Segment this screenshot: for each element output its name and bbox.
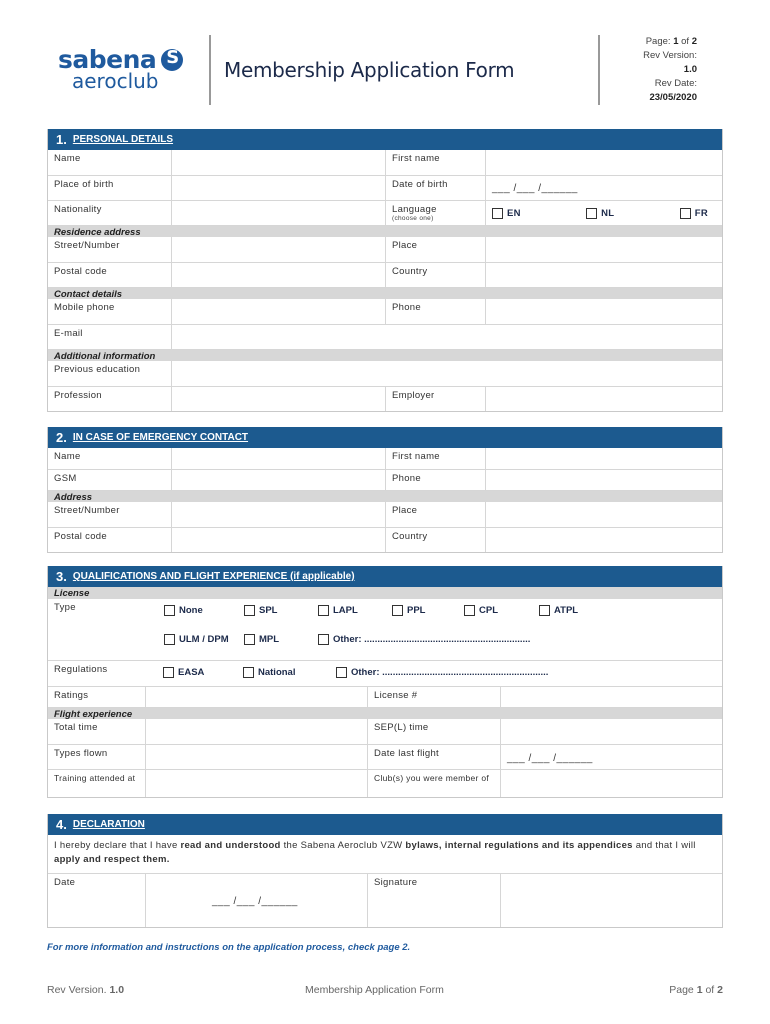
previous-education-field[interactable] <box>171 361 722 386</box>
place-label: Place <box>385 237 485 262</box>
sep-time-field[interactable] <box>500 719 722 744</box>
rev-date: 23/05/2020 <box>649 92 697 103</box>
mobile-phone-field[interactable] <box>171 299 385 324</box>
checkbox-icon <box>492 208 503 219</box>
gsm-field[interactable] <box>171 470 385 490</box>
street-field[interactable] <box>171 237 385 262</box>
checkbox-other-regulation-label: Other: ............................................................... <box>351 667 549 678</box>
checkbox-icon <box>586 208 597 219</box>
emergency-name-field[interactable] <box>171 448 385 469</box>
page-header <box>0 0 770 115</box>
checkbox-icon <box>244 605 255 616</box>
checkbox-other-license-label: Other: ............................................................... <box>333 634 531 645</box>
checkbox-icon <box>163 667 174 678</box>
checkbox-national-label: National <box>258 667 296 678</box>
emergency-name-label: Name <box>54 451 81 462</box>
ratings-field[interactable] <box>145 687 367 707</box>
checkbox-easa[interactable] <box>163 667 204 678</box>
emergency-street-label: Street/Number <box>54 505 120 516</box>
checkbox-icon <box>336 667 347 678</box>
sep-time-label: SEP(L) time <box>367 719 500 744</box>
declaration-date-field[interactable]: ___ /___ /______ <box>145 874 367 927</box>
country-field[interactable] <box>485 263 722 287</box>
section-number: 4. <box>56 817 67 832</box>
signature-label: Signature <box>367 874 500 927</box>
nationality-label: Nationality <box>54 204 102 215</box>
section-declaration <box>47 814 723 928</box>
checkbox-icon <box>164 634 175 645</box>
checkbox-atpl[interactable] <box>539 605 578 616</box>
rev-version: 1.0 <box>683 64 697 75</box>
checkbox-ppl[interactable] <box>392 605 425 616</box>
types-flown-field[interactable] <box>145 745 367 769</box>
profession-label: Profession <box>54 390 102 401</box>
section-title: QUALIFICATIONS AND FLIGHT EXPERIENCE (if applicable) <box>72 571 355 582</box>
profession-field[interactable] <box>171 387 385 411</box>
declaration-part: and that I will <box>632 840 696 851</box>
name-label: Name <box>54 153 81 164</box>
date-of-birth-label: Date of birth <box>385 176 485 200</box>
checkbox-ppl-label: PPL <box>407 605 426 616</box>
divider <box>209 35 211 105</box>
additional-info-subhead: Additional information <box>48 349 722 361</box>
contact-details-subhead: Contact details <box>48 287 722 299</box>
footer-page-num: 1 <box>696 984 703 996</box>
rev-date-label: Rev Date: <box>654 78 697 89</box>
language-text: Language <box>392 204 437 215</box>
footer-page <box>669 984 723 996</box>
checkbox-icon <box>318 634 329 645</box>
clubs-member-field[interactable] <box>500 770 722 797</box>
emergency-place-field[interactable] <box>485 502 722 527</box>
emergency-street-field[interactable] <box>171 502 385 527</box>
section-header <box>48 814 722 835</box>
checkbox-other-license[interactable] <box>318 634 530 645</box>
checkbox-icon <box>243 667 254 678</box>
date-of-birth-field[interactable]: ___ /___ /______ <box>485 176 722 200</box>
checkbox-ulm-label: ULM / DPM <box>179 634 229 645</box>
total-time-label: Total time <box>54 722 98 733</box>
types-flown-label: Types flown <box>54 748 108 759</box>
checkbox-ulm-dpm[interactable] <box>164 634 229 645</box>
email-field[interactable] <box>171 325 722 349</box>
employer-field[interactable] <box>485 387 722 411</box>
name-field[interactable] <box>171 150 385 175</box>
date-last-flight-label: Date last flight <box>367 745 500 769</box>
emergency-first-name-label: First name <box>385 448 485 469</box>
footer-rev: 1.0 <box>109 984 125 996</box>
declaration-emphasis: apply and respect them. <box>54 854 170 865</box>
footer-page-total: 2 <box>717 984 723 996</box>
emergency-country-label: Country <box>385 528 485 552</box>
footer-rev-label: Rev Version. <box>47 984 107 996</box>
phone-label: Phone <box>385 299 485 324</box>
checkbox-other-regulation[interactable] <box>336 667 548 678</box>
checkbox-lapl[interactable] <box>318 605 358 616</box>
declaration-part: I hereby declare that I have <box>54 840 181 851</box>
checkbox-none[interactable] <box>164 605 203 616</box>
section-emergency-contact <box>47 427 723 553</box>
checkbox-en-label: EN <box>507 207 521 219</box>
info-note: For more information and instructions on the application process, check page 2. <box>47 942 411 953</box>
emergency-place-label: Place <box>385 502 485 527</box>
postal-code-field[interactable] <box>171 263 385 287</box>
choose-one-hint: (choose one) <box>392 215 434 222</box>
section-number: 1. <box>56 132 67 147</box>
email-label: E-mail <box>54 328 83 339</box>
section-personal-details <box>47 129 723 412</box>
checkbox-lapl-label: LAPL <box>333 605 358 616</box>
training-attended-label: Training attended at <box>54 773 136 783</box>
page-total: 2 <box>691 36 697 47</box>
checkbox-fr[interactable] <box>680 208 708 219</box>
flight-experience-subhead: Flight experience <box>48 707 722 719</box>
license-number-field[interactable] <box>500 687 722 707</box>
emergency-postal-field[interactable] <box>171 528 385 552</box>
checkbox-cpl[interactable] <box>464 605 498 616</box>
emergency-phone-field[interactable] <box>485 470 722 490</box>
checkbox-icon <box>164 605 175 616</box>
first-name-label: First name <box>385 150 485 175</box>
checkbox-fr-label: FR <box>694 207 708 219</box>
sabena-aeroclub-logo <box>58 45 183 93</box>
page-num: 1 <box>673 36 679 47</box>
section-qualifications <box>47 566 723 798</box>
section-header <box>48 566 722 587</box>
regulations-label: Regulations <box>54 664 108 675</box>
address-subhead: Address <box>48 490 722 502</box>
total-time-field[interactable] <box>145 719 367 744</box>
checkbox-nl[interactable] <box>586 208 614 219</box>
mobile-phone-label: Mobile phone <box>54 302 115 313</box>
page-label: Page: <box>645 36 671 47</box>
section-number: 2. <box>56 430 67 445</box>
checkbox-icon <box>244 634 255 645</box>
checkbox-mpl[interactable] <box>244 634 279 645</box>
declaration-emphasis: bylaws, internal regulations and its appendices <box>405 840 633 851</box>
phone-field[interactable] <box>485 299 722 324</box>
emergency-country-field[interactable] <box>485 528 722 552</box>
checkbox-national[interactable] <box>243 667 295 678</box>
emergency-postal-label: Postal code <box>54 531 107 542</box>
rev-version-label: Rev Version: <box>643 50 697 61</box>
page-title: Membership Application Form <box>224 58 515 82</box>
declaration-part: the Sabena Aeroclub VZW <box>280 840 406 851</box>
section-header <box>48 129 722 150</box>
checkbox-icon <box>318 605 329 616</box>
section-number: 3. <box>56 569 67 584</box>
country-label: Country <box>385 263 485 287</box>
place-field[interactable] <box>485 237 722 262</box>
nationality-field[interactable] <box>171 201 385 225</box>
license-subhead: License <box>48 587 722 599</box>
checkbox-spl-label: SPL <box>259 605 278 616</box>
clubs-member-label: Club(s) you were member of <box>367 770 500 797</box>
checkbox-mpl-label: MPL <box>259 634 280 645</box>
first-name-field[interactable] <box>485 150 722 175</box>
street-label: Street/Number <box>54 240 120 251</box>
residence-address-subhead: Residence address <box>48 225 722 237</box>
emergency-first-name-field[interactable] <box>485 448 722 469</box>
footer-page-label: Page <box>669 984 694 996</box>
checkbox-none-label: None <box>179 605 203 616</box>
document-meta <box>643 35 697 105</box>
divider <box>598 35 600 105</box>
license-number-label: License # <box>367 687 500 707</box>
postal-code-label: Postal code <box>54 266 107 277</box>
section-title: DECLARATION <box>72 819 145 830</box>
checkbox-icon <box>539 605 550 616</box>
logo-sub: aeroclub <box>72 69 159 93</box>
checkbox-icon <box>392 605 403 616</box>
date-last-flight-field[interactable]: ___ /___ /______ <box>500 745 722 769</box>
license-type-label: Type <box>54 602 76 613</box>
checkbox-nl-label: NL <box>601 207 615 219</box>
section-title: PERSONAL DETAILS <box>72 134 174 145</box>
training-attended-field[interactable] <box>145 770 367 797</box>
language-label <box>385 201 485 225</box>
section-title: IN CASE OF EMERGENCY CONTACT <box>72 432 249 443</box>
declaration-emphasis: read and understood <box>180 840 281 851</box>
logo-brand: sabena <box>58 45 157 74</box>
checkbox-icon <box>464 605 475 616</box>
checkbox-easa-label: EASA <box>178 667 205 678</box>
declaration-date-label: Date <box>54 877 76 888</box>
signature-field[interactable] <box>500 874 722 927</box>
checkbox-icon <box>680 208 691 219</box>
checkbox-cpl-label: CPL <box>479 605 498 616</box>
section-header <box>48 427 722 448</box>
place-of-birth-label: Place of birth <box>54 179 114 190</box>
footer-page-of: of <box>705 984 715 996</box>
emergency-phone-label: Phone <box>385 470 485 490</box>
place-of-birth-field[interactable] <box>171 176 385 200</box>
footer-revision <box>47 984 124 996</box>
footer-title: Membership Application Form <box>305 984 444 996</box>
checkbox-atpl-label: ATPL <box>554 605 579 616</box>
checkbox-en[interactable] <box>492 208 521 219</box>
sabena-mark-icon <box>161 49 183 71</box>
checkbox-spl[interactable] <box>244 605 277 616</box>
page-of: of <box>681 36 690 47</box>
employer-label: Employer <box>385 387 485 411</box>
previous-education-label: Previous education <box>54 364 141 375</box>
declaration-text <box>48 835 722 873</box>
ratings-label: Ratings <box>54 690 89 701</box>
gsm-label: GSM <box>54 473 77 484</box>
